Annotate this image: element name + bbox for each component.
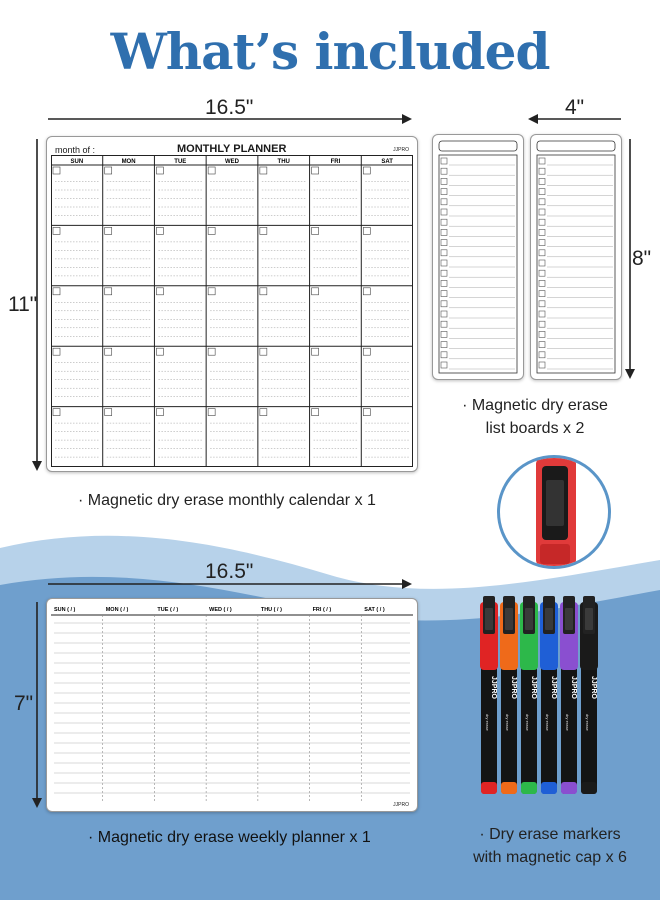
list-checkbox	[441, 331, 447, 337]
list-checkbox	[441, 240, 447, 246]
list-checkbox	[539, 189, 545, 195]
list-checkbox	[441, 229, 447, 235]
month-of-label: month of :	[55, 145, 96, 155]
dry-erase-marker	[540, 596, 558, 794]
dry-erase-marker	[580, 596, 598, 794]
list-header-box	[537, 141, 615, 151]
lists-height-label: 8"	[632, 247, 652, 270]
list-checkbox	[539, 301, 545, 307]
marker-brand-label: JJPRO	[550, 676, 557, 699]
marker-brand-label: JJPRO	[590, 676, 597, 699]
date-box	[363, 409, 370, 416]
list-checkbox	[441, 342, 447, 348]
date-box	[208, 288, 215, 295]
monthly-caption: · Magnetic dry erase monthly calendar x 1	[78, 492, 376, 509]
list-checkbox	[539, 291, 545, 297]
list-checkbox	[441, 209, 447, 215]
lists-height-arrow	[623, 135, 637, 383]
list-checkbox	[441, 362, 447, 368]
monthly-grid	[51, 155, 413, 467]
weekly-day-header: FRI ( / )	[312, 607, 332, 613]
weekly-height-arrow	[30, 598, 44, 812]
list-checkbox	[441, 219, 447, 225]
dry-erase-marker	[560, 596, 578, 794]
date-box	[260, 288, 267, 295]
marker-brand-label: JJPRO	[570, 676, 577, 699]
monthly-day-header: THU	[277, 159, 290, 165]
date-box	[105, 409, 112, 416]
marker-type-label: dry erase	[485, 714, 490, 731]
date-box	[312, 348, 319, 355]
list-checkbox	[441, 311, 447, 317]
date-box	[363, 348, 370, 355]
date-box	[156, 348, 163, 355]
monthly-day-header: TUE	[174, 159, 187, 165]
list-header-box	[439, 141, 517, 151]
monthly-calendar-board	[46, 136, 418, 472]
list-checkbox	[539, 158, 545, 164]
marker-closeup-circle	[497, 455, 611, 569]
list-checkbox	[539, 168, 545, 174]
markers-group	[475, 596, 605, 811]
list-checkbox	[539, 362, 545, 368]
weekly-brand: JJPRO	[393, 802, 409, 808]
date-box	[156, 409, 163, 416]
list-board-1	[432, 134, 524, 380]
date-box	[363, 288, 370, 295]
weekly-day-header: WED ( / )	[209, 607, 232, 613]
list-checkbox	[441, 189, 447, 195]
list-checkbox	[539, 280, 545, 286]
monthly-brand: JJPRO	[393, 147, 409, 153]
list-checkbox	[441, 168, 447, 174]
date-box	[260, 227, 267, 234]
list-checkbox	[539, 321, 545, 327]
list-checkbox	[441, 291, 447, 297]
date-box	[105, 227, 112, 234]
monthly-day-header: SAT	[381, 159, 393, 165]
list-checkbox	[441, 158, 447, 164]
date-box	[312, 288, 319, 295]
list-checkbox	[441, 178, 447, 184]
date-box	[260, 167, 267, 174]
weekly-width-arrow	[40, 577, 420, 591]
list-checkbox	[441, 280, 447, 286]
date-box	[208, 409, 215, 416]
lists-width-label: 4"	[565, 96, 585, 119]
lists-width-arrow	[525, 112, 625, 126]
markers-caption-line1: · Dry erase markers	[479, 826, 621, 843]
monthly-height-arrow	[30, 135, 44, 475]
monthly-day-header: FRI	[330, 159, 341, 165]
weekly-day-header: TUE ( / )	[157, 607, 179, 613]
list-checkbox	[441, 301, 447, 307]
list-checkbox	[539, 178, 545, 184]
date-box	[156, 288, 163, 295]
monthly-day-header: MON	[121, 159, 136, 165]
list-checkbox	[539, 199, 545, 205]
dry-erase-marker	[480, 596, 498, 794]
marker-type-label: dry erase	[505, 714, 510, 731]
list-board-2-lines	[531, 135, 621, 379]
list-checkbox	[539, 240, 545, 246]
date-box	[312, 227, 319, 234]
date-box	[363, 167, 370, 174]
monthly-heading: MONTHLY PLANNER	[177, 143, 287, 155]
marker-brand-label: JJPRO	[490, 676, 497, 699]
date-box	[53, 167, 60, 174]
date-box	[156, 167, 163, 174]
marker-type-label: dry erase	[525, 714, 530, 731]
list-checkbox	[539, 209, 545, 215]
date-box	[105, 167, 112, 174]
lists-caption-line2: list boards x 2	[485, 420, 585, 437]
marker-brand-label: JJPRO	[530, 676, 537, 699]
marker-closeup-illustration	[500, 458, 608, 566]
dry-erase-marker	[500, 596, 518, 794]
list-checkbox	[539, 229, 545, 235]
date-box	[53, 409, 60, 416]
list-board-1-lines	[433, 135, 523, 379]
list-board-2	[530, 134, 622, 380]
monthly-width-label: 16.5"	[205, 96, 254, 119]
weekly-day-header: THU ( / )	[260, 607, 282, 613]
marker-type-label: dry erase	[545, 714, 550, 731]
marker-type-label: dry erase	[585, 714, 590, 731]
date-box	[363, 227, 370, 234]
weekly-height-label: 7"	[14, 692, 34, 715]
date-box	[312, 167, 319, 174]
date-box	[53, 348, 60, 355]
list-checkbox	[539, 219, 545, 225]
list-checkbox	[441, 250, 447, 256]
list-checkbox	[539, 342, 545, 348]
monthly-day-header: WED	[225, 159, 239, 165]
list-checkbox	[441, 270, 447, 276]
list-checkbox	[539, 260, 545, 266]
date-box	[208, 227, 215, 234]
date-box	[53, 288, 60, 295]
monthly-day-header: SUN	[70, 159, 84, 165]
date-box	[260, 348, 267, 355]
list-checkbox	[441, 352, 447, 358]
weekly-caption: · Magnetic dry erase weekly planner x 1	[88, 829, 371, 846]
lists-caption-line1: · Magnetic dry erase	[462, 397, 608, 414]
marker-type-label: dry erase	[565, 714, 570, 731]
list-checkbox	[539, 311, 545, 317]
date-box	[260, 409, 267, 416]
dry-erase-marker	[520, 596, 538, 794]
date-box	[208, 167, 215, 174]
weekly-day-header: MON ( / )	[105, 607, 129, 613]
date-box	[312, 409, 319, 416]
date-box	[208, 348, 215, 355]
date-box	[105, 348, 112, 355]
date-box	[53, 227, 60, 234]
list-checkbox	[539, 331, 545, 337]
page-title: What’s included	[110, 22, 550, 81]
list-checkbox	[441, 260, 447, 266]
date-box	[156, 227, 163, 234]
marker-brand-label: JJPRO	[510, 676, 517, 699]
weekly-planner-board	[46, 598, 418, 812]
markers-caption-line2: with magnetic cap x 6	[473, 849, 627, 866]
date-box	[105, 288, 112, 295]
monthly-height-label: 11"	[8, 293, 38, 316]
list-checkbox	[539, 352, 545, 358]
weekly-day-header: SAT ( / )	[364, 607, 385, 613]
weekly-day-header: SUN ( / )	[54, 607, 76, 613]
list-checkbox	[539, 270, 545, 276]
monthly-width-arrow	[40, 112, 420, 126]
list-checkbox	[441, 321, 447, 327]
list-checkbox	[441, 199, 447, 205]
weekly-width-label: 16.5"	[205, 560, 254, 583]
weekly-grid	[51, 603, 413, 807]
list-checkbox	[539, 250, 545, 256]
